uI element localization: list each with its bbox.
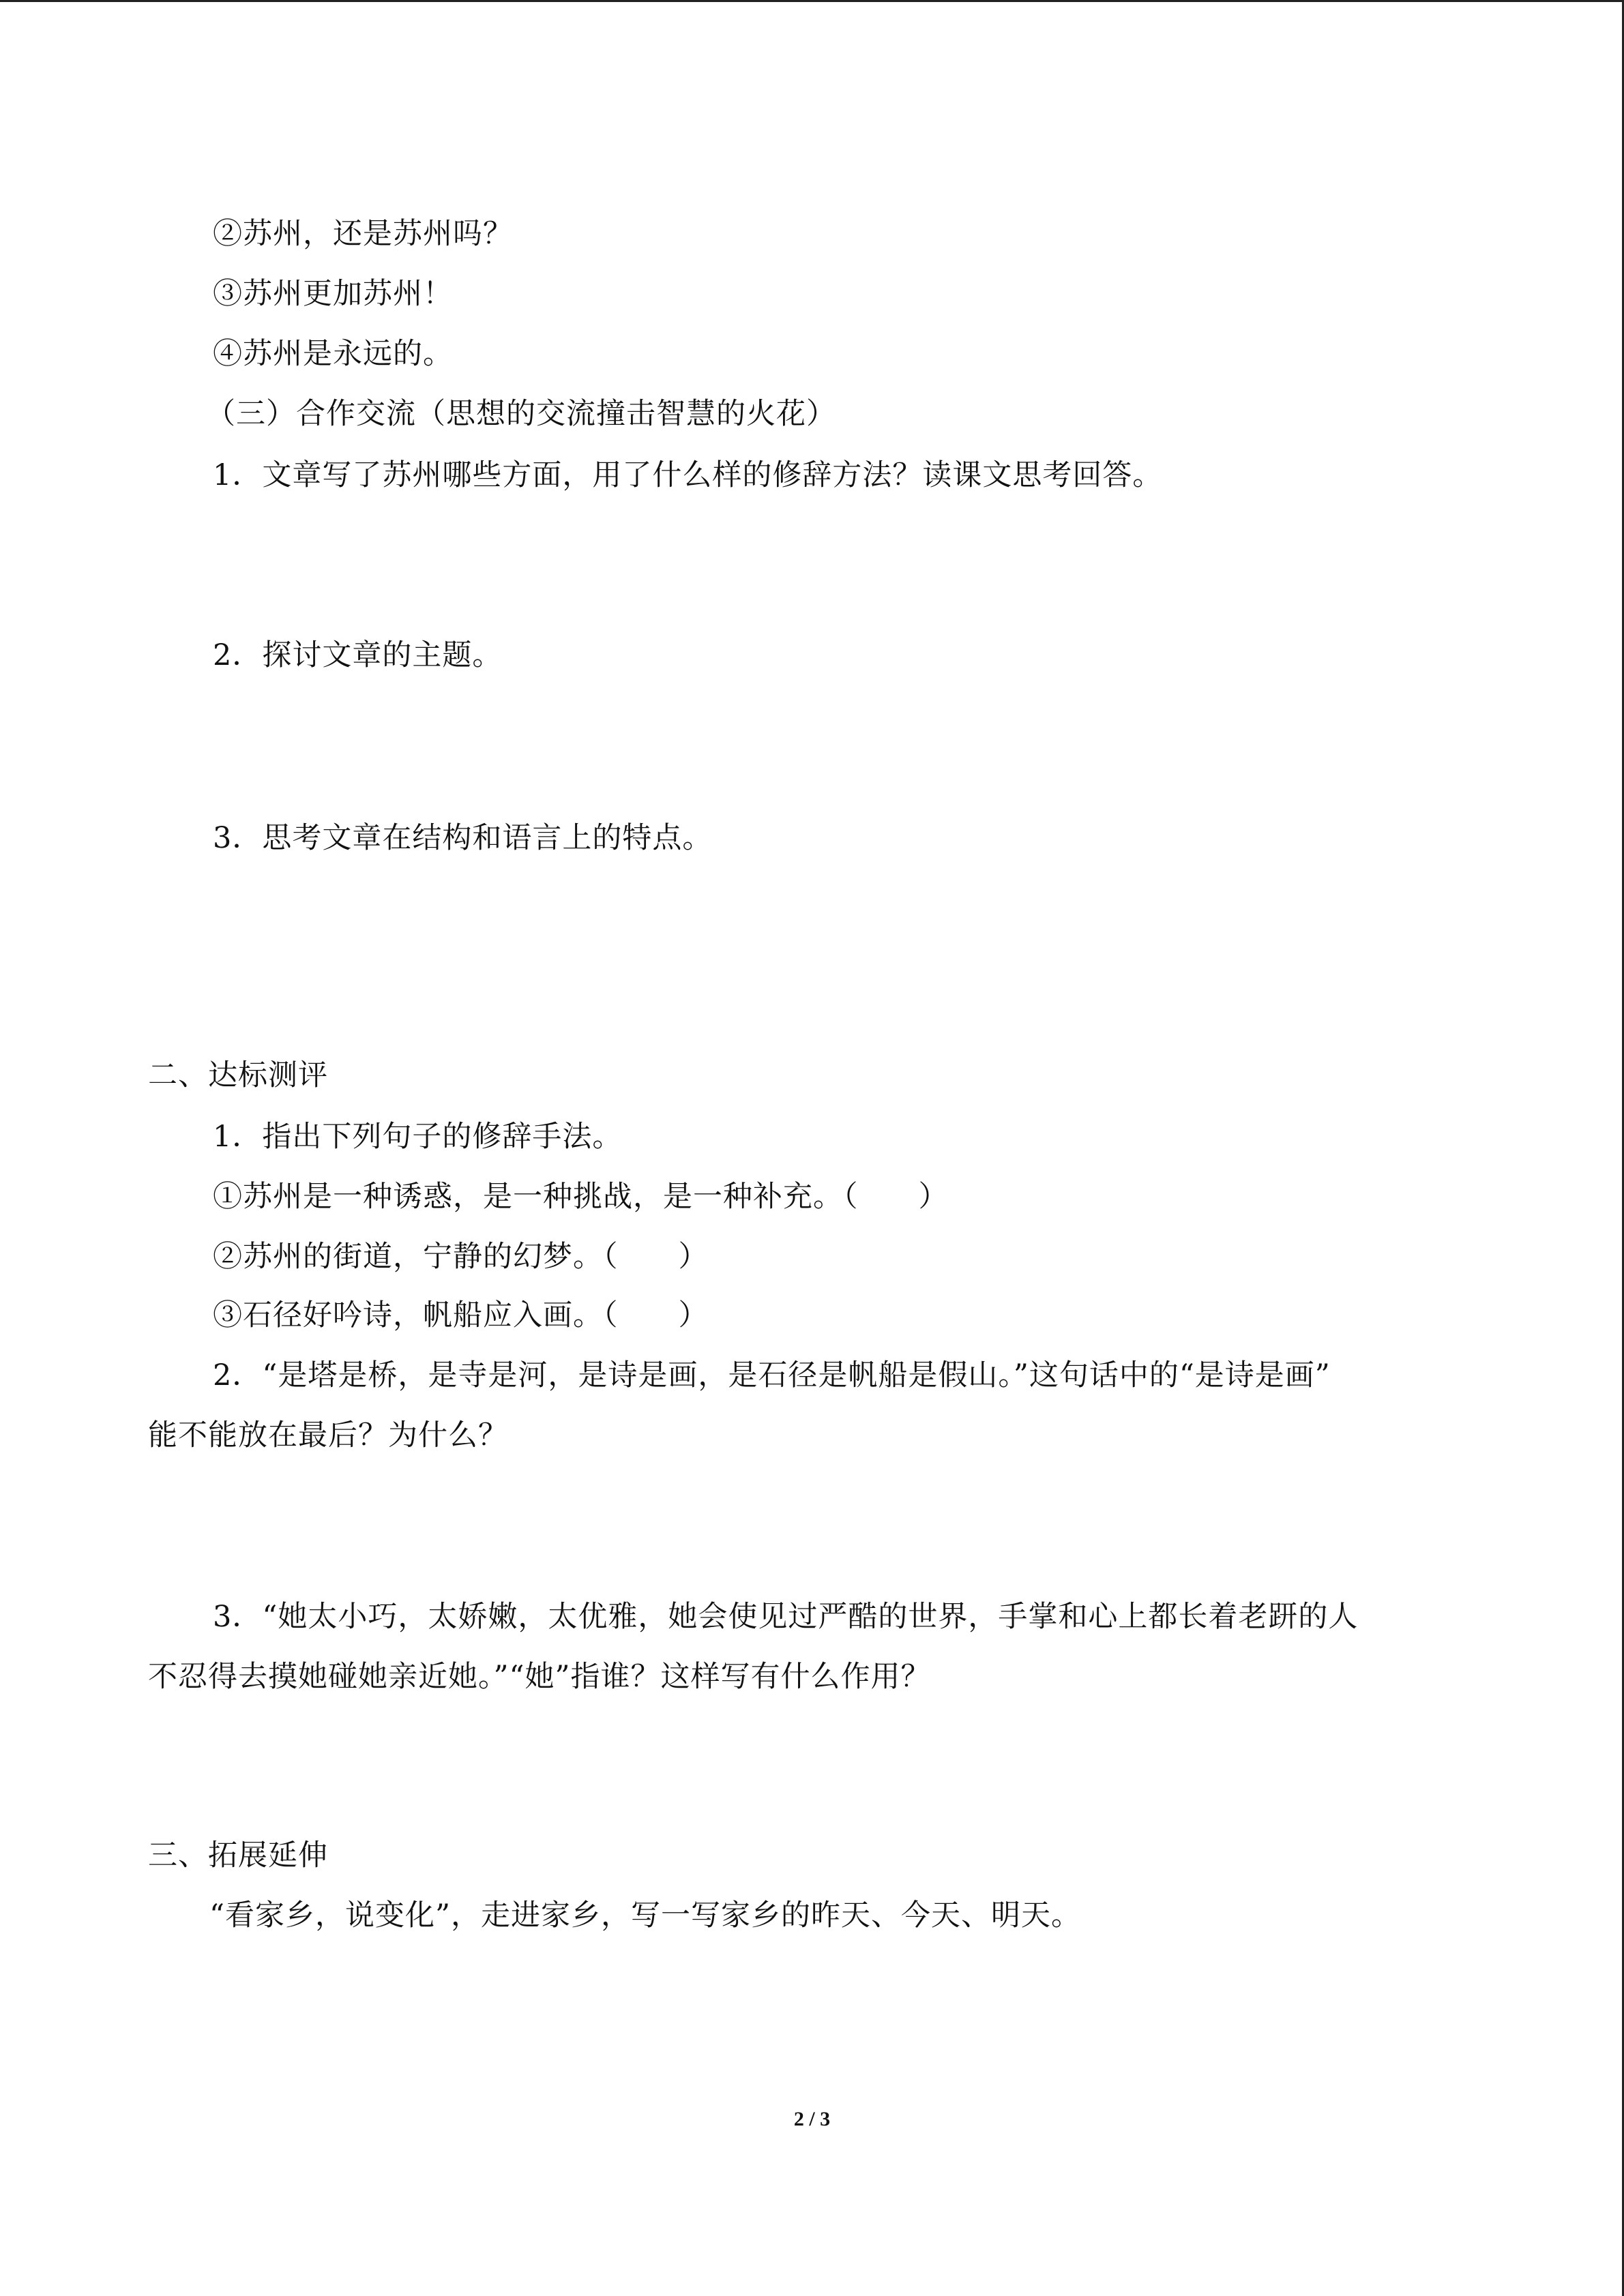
question-continuation: 能不能放在最后？为什么？ (148, 1418, 508, 1452)
question: 2．“是塔是桥，是寺是河，是诗是画，是石径是帆船是假山。”这句话中的“是诗是画” (213, 1358, 1331, 1392)
question: 3．思考文章在结构和语言上的特点。 (213, 821, 713, 855)
section-heading: 二、达标测评 (148, 1058, 328, 1092)
section-heading: （三）合作交流（思想的交流撞击智慧的火花） (206, 397, 836, 431)
question: 3．“她太小巧，太娇嫩，太优雅，她会使见过严酷的世界，手掌和心上都长着老趼的人 (213, 1600, 1359, 1634)
page-border-top (0, 0, 1624, 2)
text-line: ③苏州更加苏州！ (213, 277, 453, 311)
text-line: ③石径好吟诗，帆船应入画。（ ） (213, 1298, 709, 1332)
page-number: 2 / 3 (793, 2108, 831, 2130)
text-line: ①苏州是一种诱惑，是一种挑战，是一种补充。（ ） (213, 1180, 949, 1214)
text-line: ②苏州的街道，宁静的幻梦。（ ） (213, 1240, 709, 1274)
text-line: ②苏州，还是苏州吗？ (213, 217, 513, 251)
text-line: ④苏州是永远的。 (213, 337, 453, 371)
text-line: “看家乡，说变化”，走进家乡，写一写家乡的昨天、今天、明天。 (209, 1898, 1081, 1933)
question-continuation: 不忍得去摸她碰她亲近她。”“她”指谁？这样写有什么作用？ (148, 1660, 931, 1694)
question: 1．文章写了苏州哪些方面，用了什么样的修辞方法？读课文思考回答。 (213, 458, 1163, 492)
question: 1．指出下列句子的修辞手法。 (213, 1120, 623, 1154)
section-heading: 三、拓展延伸 (148, 1838, 328, 1873)
question: 2．探讨文章的主题。 (213, 638, 503, 672)
